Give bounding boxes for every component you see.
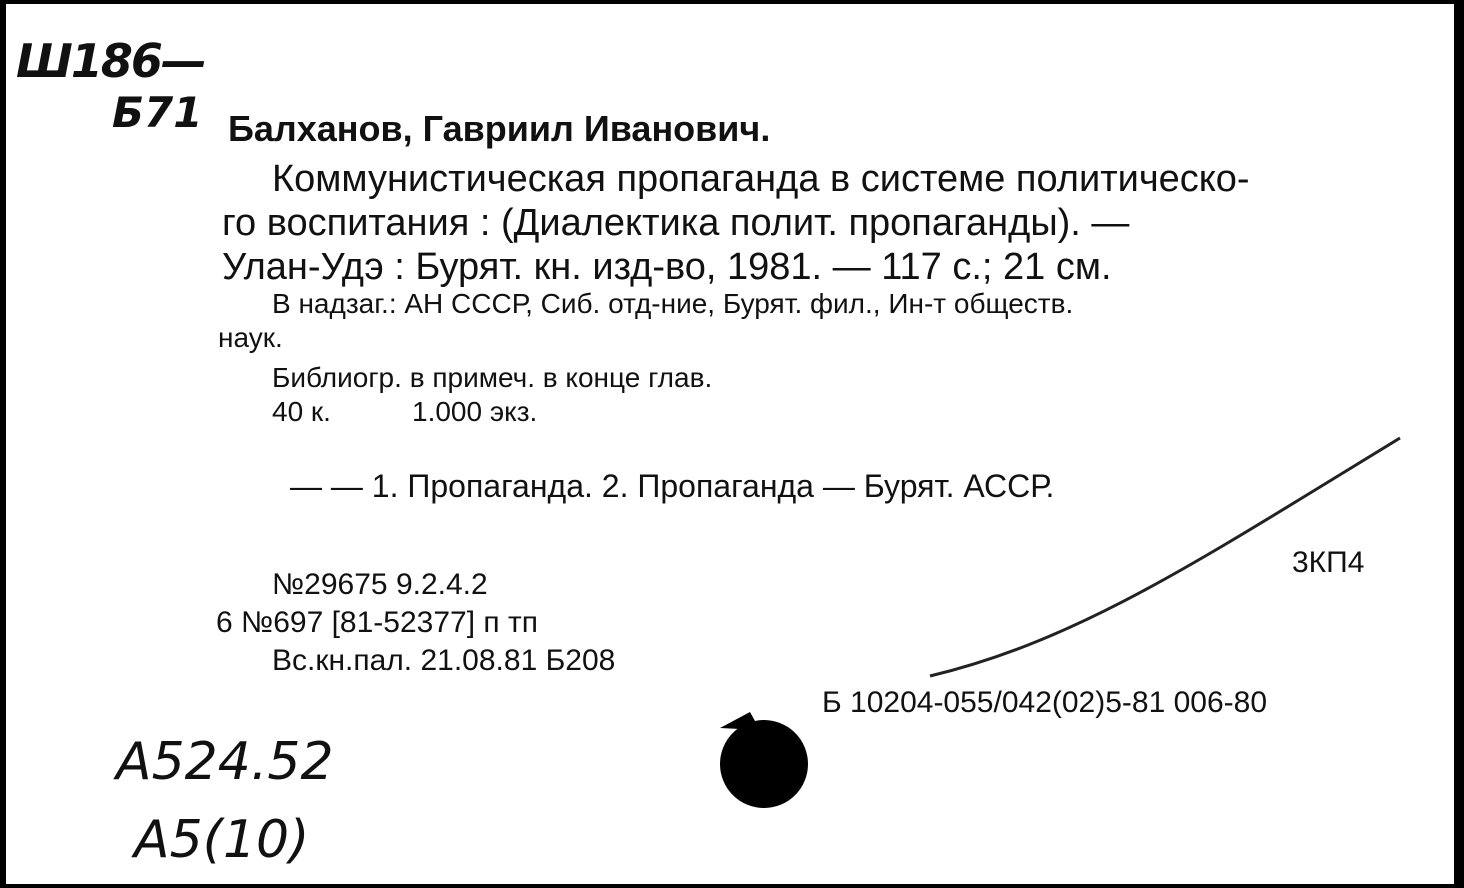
institution-note-line-1: В надзаг.: АН СССР, Сиб. отд-ние, Бурят. фил., Ин-т обществ. — [272, 288, 1074, 319]
punch-hole-flap — [720, 712, 760, 730]
subject-headings: — — 1. Пропаганда. 2. Пропаганда — Бурят. АССР. — [290, 468, 1055, 504]
edition-size: 1.000 экз. — [412, 396, 538, 427]
institution-note-line-2: наук. — [218, 322, 283, 353]
price: 40 к. — [272, 396, 331, 427]
title-line-1: Коммунистическая пропаганда в системе политическо- — [272, 158, 1250, 200]
handwritten-classification-2: А5(10) — [134, 810, 310, 870]
diagonal-pencil-stroke — [930, 438, 1400, 676]
catalog-code: 3КП4 — [1292, 546, 1365, 579]
publication-code-line: Б 10204-055/042(02)5-81 006-80 — [822, 686, 1268, 719]
imprint-line: Улан-Удэ : Бурят. кн. изд-во, 1981. — 117 с.; 21 см. — [222, 246, 1112, 288]
handwritten-classification-1: А524.52 — [116, 732, 334, 792]
title-line-2: го воспитания : (Диалектика полит. пропаганды). — — [222, 202, 1130, 244]
book-chamber-line: Вс.кн.пал. 21.08.81 Б208 — [272, 644, 616, 677]
call-number-author-mark: Б71 — [112, 88, 203, 137]
record-registration-line: 6 №697 [81-52377] п тп — [216, 606, 538, 639]
record-number-line: №29675 9.2.4.2 — [272, 568, 488, 601]
call-number-handwritten: Ш186— — [16, 34, 205, 88]
bibliography-note: Библиогр. в примеч. в конце глав. — [272, 362, 713, 393]
punch-hole — [720, 720, 808, 808]
author-heading: Балханов, Гавриил Иванович. — [228, 108, 771, 149]
